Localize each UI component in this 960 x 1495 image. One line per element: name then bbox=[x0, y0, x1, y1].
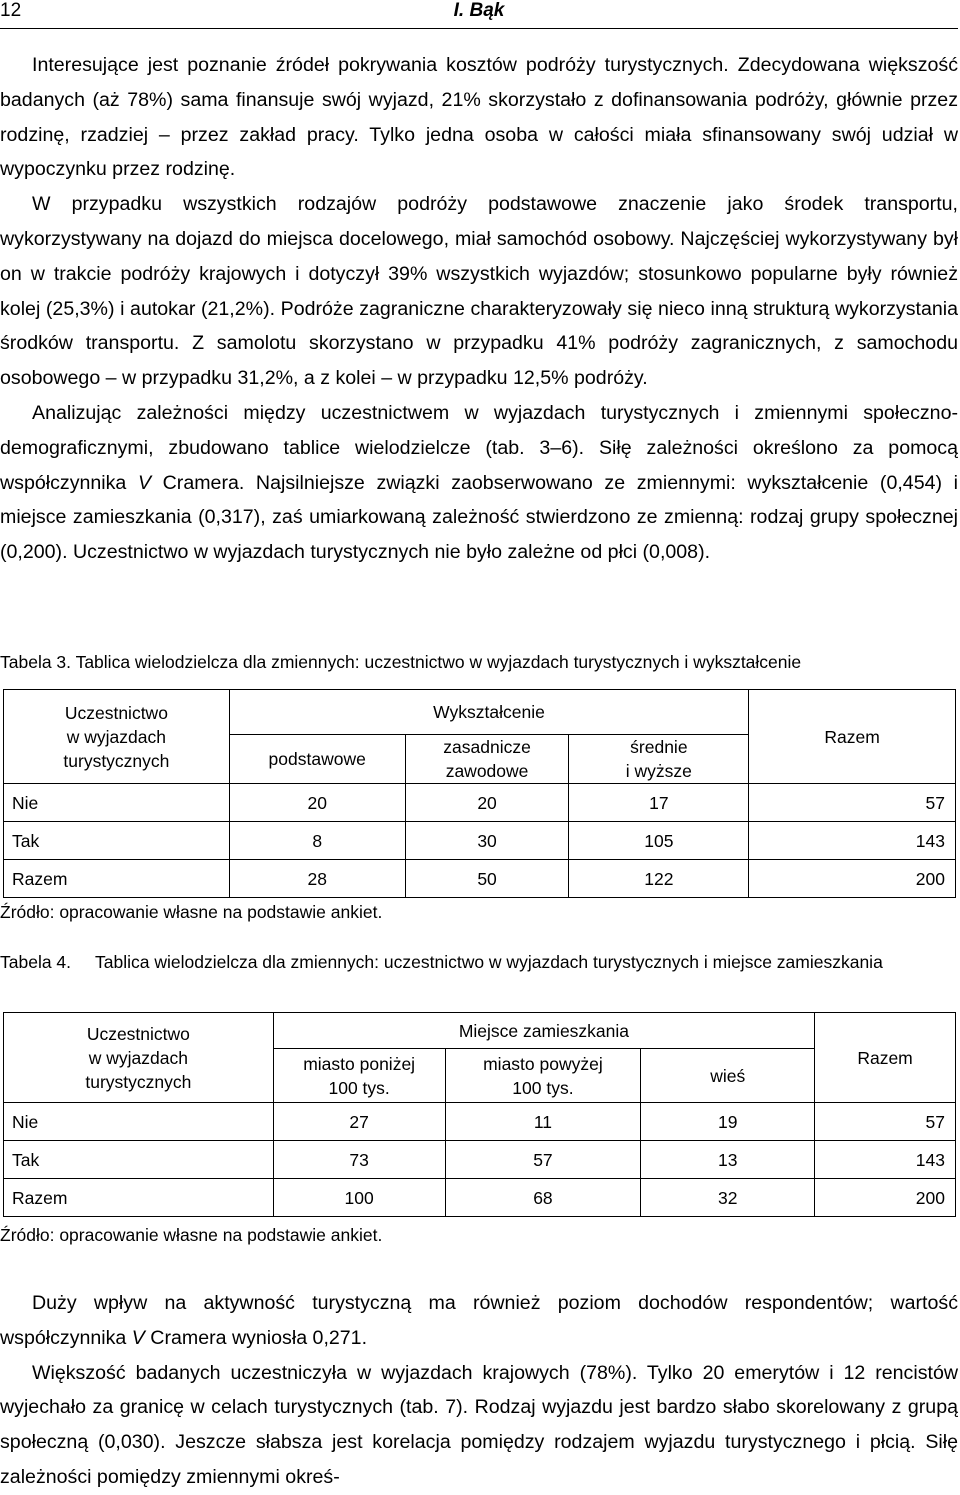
paragraph-text: Cramera. Najsilniejsze związki zaobserwowano ze zmiennymi: wykształcenie (0,454) i miejsce zamieszkania (0,317), zaś umiarkowaną zależność stwierdzono ze zmienną: rodzaj grupy społecznej (0,200). Uczestnictwo w wyjazdach turystycznych nie było zależne od płci (0,008). bbox=[0, 471, 958, 564]
table-cell: 13 bbox=[641, 1141, 815, 1179]
running-header bbox=[0, 0, 958, 29]
table-cell: 27 bbox=[273, 1103, 445, 1141]
table-row bbox=[4, 1103, 956, 1141]
table-cell: 105 bbox=[569, 822, 749, 860]
table-cell: 8 bbox=[229, 822, 405, 860]
row-label: Razem bbox=[4, 860, 230, 898]
table3-corner-header: Uczestnictwo w wyjazdach turystycznych bbox=[4, 690, 230, 784]
table4 bbox=[3, 1012, 956, 1217]
table4-col-header: miasto poniżej 100 tys. bbox=[273, 1049, 445, 1103]
variable-v: V bbox=[137, 471, 152, 494]
body-text-top bbox=[0, 48, 958, 570]
paragraph: W przypadku wszystkich rodzajów podróży podstawowe znaczenie jako środek transportu, wykorzystywany na dojazd do miejsca docelowego, miał samochód osobowy. Najczęściej wykorzystywany był on w trakcie podróży krajowych i dotyczył 39% wszystkich wyjazdów; stosunkowo popularne były również kolej (25,3%) i autokar (21,2%). Podróże zagraniczne charakteryzowały się nieco inną strukturą wykorzystania środków transportu. Z samolotu skorzystano w przypadku 41% podróży zagranicznych, z samochodu osobowego – w przypadku 31,2%, a z kolei – w przypadku 12,5% podróży. bbox=[0, 193, 958, 390]
table4-caption-label: Tabela 4. bbox=[0, 952, 72, 972]
table-cell: 19 bbox=[641, 1103, 815, 1141]
table-row bbox=[4, 822, 956, 860]
table-row bbox=[4, 784, 956, 822]
table3 bbox=[3, 689, 956, 898]
table3-source: Źródło: opracowanie własne na podstawie ankiet. bbox=[0, 902, 383, 922]
table-cell: 200 bbox=[815, 1179, 956, 1217]
table-cell: 100 bbox=[273, 1179, 445, 1217]
table-cell: 143 bbox=[749, 822, 956, 860]
paragraph-text: Analizując zależności między uczestnictwem w wyjazdach turystycznych i zmiennymi społeczno-demograficznymi, zbudowano tablice wielodzielcze (tab. 3–6). Siłę zależności określono za pomocą współczynnika bbox=[0, 401, 958, 494]
page-number: 12 bbox=[0, 0, 22, 21]
row-label: Nie bbox=[4, 784, 230, 822]
table-row bbox=[4, 1179, 956, 1217]
table4-col-header: wieś bbox=[641, 1049, 815, 1103]
row-label: Tak bbox=[4, 822, 230, 860]
table-cell: 57 bbox=[815, 1103, 956, 1141]
table3-col-header: podstawowe bbox=[229, 735, 405, 784]
table-cell: 32 bbox=[641, 1179, 815, 1217]
paragraph: Interesujące jest poznanie źródeł pokrywania kosztów podróży turystycznych. Zdecydowana większość badanych (aż 78%) sama finansuje swój wyjazd, 21% skorzystało z dofinansowania podróży, głównie przez rodzinę, rzadziej – przez zakład pracy. Tylko jedna osoba w całości miała sfinansowany swój udział w wypoczynku przez rodzinę. bbox=[0, 54, 958, 181]
paragraph bbox=[0, 1286, 958, 1356]
table4-col-header: miasto powyżej 100 tys. bbox=[445, 1049, 641, 1103]
table-cell: 73 bbox=[273, 1141, 445, 1179]
table-cell: 68 bbox=[445, 1179, 641, 1217]
table-cell: 28 bbox=[229, 860, 405, 898]
table-cell: 200 bbox=[749, 860, 956, 898]
paragraph bbox=[0, 396, 958, 570]
table4-total-header: Razem bbox=[815, 1013, 956, 1103]
table3-col-header: zasadnicze zawodowe bbox=[405, 735, 569, 784]
table4-caption-text: Tablica wielodzielcza dla zmiennych: uczestnictwo w wyjazdach turystycznych i miejsce zamieszkania bbox=[95, 952, 883, 972]
table3-total-header: Razem bbox=[749, 690, 956, 784]
table-cell: 122 bbox=[569, 860, 749, 898]
table-cell: 11 bbox=[445, 1103, 641, 1141]
table-cell: 57 bbox=[749, 784, 956, 822]
body-text-bottom bbox=[0, 1286, 958, 1495]
table3-col-header: średnie i wyższe bbox=[569, 735, 749, 784]
table-cell: 50 bbox=[405, 860, 569, 898]
table-row bbox=[4, 860, 956, 898]
variable-v: V bbox=[131, 1326, 145, 1349]
paragraph-text: Duży wpływ na aktywność turystyczną ma również poziom dochodów respondentów; wartość współczynnika bbox=[0, 1292, 958, 1349]
row-label: Razem bbox=[4, 1179, 274, 1217]
table4-source: Źródło: opracowanie własne na podstawie ankiet. bbox=[0, 1225, 383, 1245]
table3-caption: Tabela 3. Tablica wielodzielcza dla zmiennych: uczestnictwo w wyjazdach turystycznych i wykształcenie bbox=[0, 652, 802, 672]
table4-corner-header: Uczestnictwo w wyjazdach turystycznych bbox=[4, 1013, 274, 1103]
table-cell: 30 bbox=[405, 822, 569, 860]
table-cell: 20 bbox=[405, 784, 569, 822]
table-cell: 143 bbox=[815, 1141, 956, 1179]
running-author: I. Bąk bbox=[453, 0, 505, 21]
row-label: Tak bbox=[4, 1141, 274, 1179]
table4-group-header: Miejsce zamieszkania bbox=[273, 1013, 814, 1049]
table-cell: 57 bbox=[445, 1141, 641, 1179]
paragraph: Większość badanych uczestniczyła w wyjazdach krajowych (78%). Tylko 20 emerytów i 12 rencistów wyjechało za granicę w celach turystycznych (tab. 7). Rodzaj wyjazdu jest bardzo słabo skorelowany z grupą społeczną (0,030). Jeszcze słabsza jest korelacja pomiędzy rodzajem wyjazdu turystycznego i płcią. Siłę zależności pomiędzy zmiennymi okreś- bbox=[0, 1361, 958, 1488]
paragraph-text: Cramera wyniosła 0,271. bbox=[144, 1326, 368, 1349]
table-cell: 17 bbox=[569, 784, 749, 822]
table-row bbox=[4, 1141, 956, 1179]
table3-group-header: Wykształcenie bbox=[229, 690, 748, 735]
table4-caption bbox=[0, 951, 958, 974]
row-label: Nie bbox=[4, 1103, 274, 1141]
table-cell: 20 bbox=[229, 784, 405, 822]
